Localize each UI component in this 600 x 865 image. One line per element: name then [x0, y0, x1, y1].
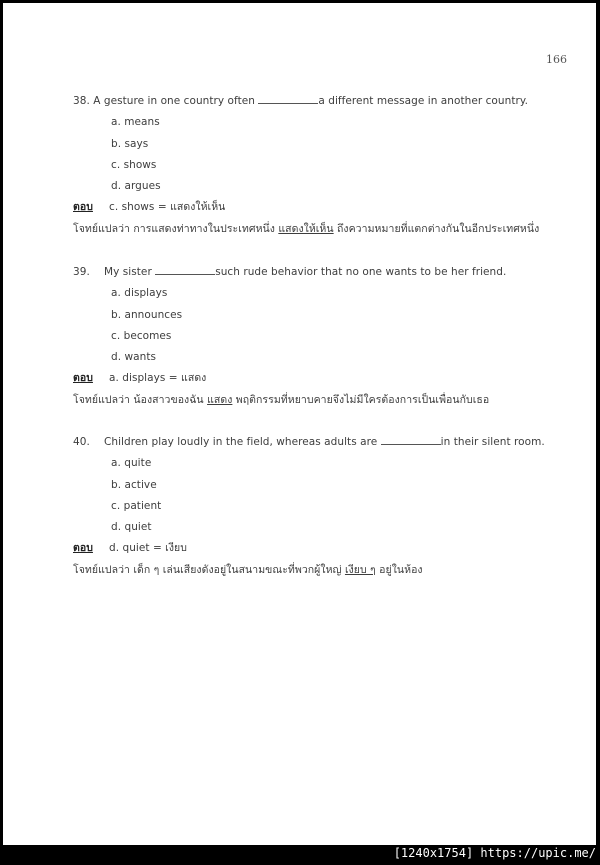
translation-suffix: อยู่ในห้อง — [375, 563, 423, 576]
question-number: 40. — [73, 436, 90, 448]
translation-highlight: เงียบ ๆ — [344, 563, 376, 576]
stem-after: a different message in another country. — [318, 95, 529, 107]
option-c: c. shows — [111, 158, 157, 171]
answer-text: c. shows = แสดงให้เห็น — [109, 201, 226, 214]
question-stem — [73, 91, 539, 112]
stem-before: A gesture in one country often — [89, 95, 259, 107]
stem-after: in their silent room. — [440, 436, 545, 448]
option-d: d. quiet — [111, 521, 152, 534]
translation-line — [73, 390, 506, 411]
option-b: b. says — [111, 137, 149, 150]
stem-before: Children play loudly in the field, whereas adults are — [104, 436, 381, 448]
stem-before: My sister — [104, 266, 156, 278]
translation-suffix: พฤติกรรมที่หยาบคายจึงไม่มีใครต้องการเป็นเพื่อนกับเธอ — [232, 393, 490, 406]
stem-after: such rude behavior that no one wants to be her friend. — [215, 266, 507, 278]
option-a: a. displays — [111, 287, 168, 300]
option-a: a. means — [111, 116, 160, 129]
answer-line — [73, 368, 506, 389]
translation-prefix: โจทย์แปลว่า น้องสาวของฉัน — [73, 393, 208, 406]
option-d: d. wants — [111, 351, 157, 364]
answer-blank — [258, 93, 318, 104]
answer-label: ตอบ — [73, 201, 93, 214]
answer-text: d. quiet = เงียบ — [109, 542, 187, 555]
translation-prefix: โจทย์แปลว่า การแสดงท่าทางในประเทศหนึ่ง — [73, 222, 279, 235]
translation-suffix: ถึงความหมายที่แตกต่างกันในอีกประเทศหนึ่ง — [333, 222, 540, 235]
question-number: 39. — [73, 266, 90, 278]
question-stem — [73, 432, 545, 453]
answer-label: ตอบ — [73, 542, 93, 555]
page-number: 166 — [546, 53, 567, 66]
question-40 — [73, 432, 545, 581]
answer-line — [73, 197, 539, 218]
answer-text: a. displays = แสดง — [109, 372, 207, 385]
translation-prefix: โจทย์แปลว่า เด็ก ๆ เล่นเสียงดังอยู่ในสนามขณะที่พวกผู้ใหญ่ — [73, 563, 345, 576]
question-number: 38. — [73, 95, 90, 107]
option-c: c. becomes — [111, 329, 172, 342]
option-b: b. announces — [111, 308, 183, 321]
question-stem — [73, 262, 506, 283]
option-a: a. quite — [111, 457, 152, 470]
translation-highlight: แสดงให้เห็น — [278, 222, 334, 235]
answer-blank — [381, 434, 441, 445]
translation-line — [73, 560, 545, 581]
translation-line — [73, 219, 539, 240]
document-page — [3, 3, 596, 845]
option-c: c. patient — [111, 499, 162, 512]
answer-label: ตอบ — [73, 372, 93, 385]
answer-line — [73, 538, 545, 559]
question-38 — [73, 91, 539, 240]
question-39 — [73, 262, 506, 411]
image-host-watermark: [1240x1754] https://upic.me/ — [393, 846, 596, 860]
translation-highlight: แสดง — [207, 393, 233, 406]
answer-blank — [155, 264, 215, 275]
option-b: b. active — [111, 478, 157, 491]
option-d: d. argues — [111, 180, 161, 193]
